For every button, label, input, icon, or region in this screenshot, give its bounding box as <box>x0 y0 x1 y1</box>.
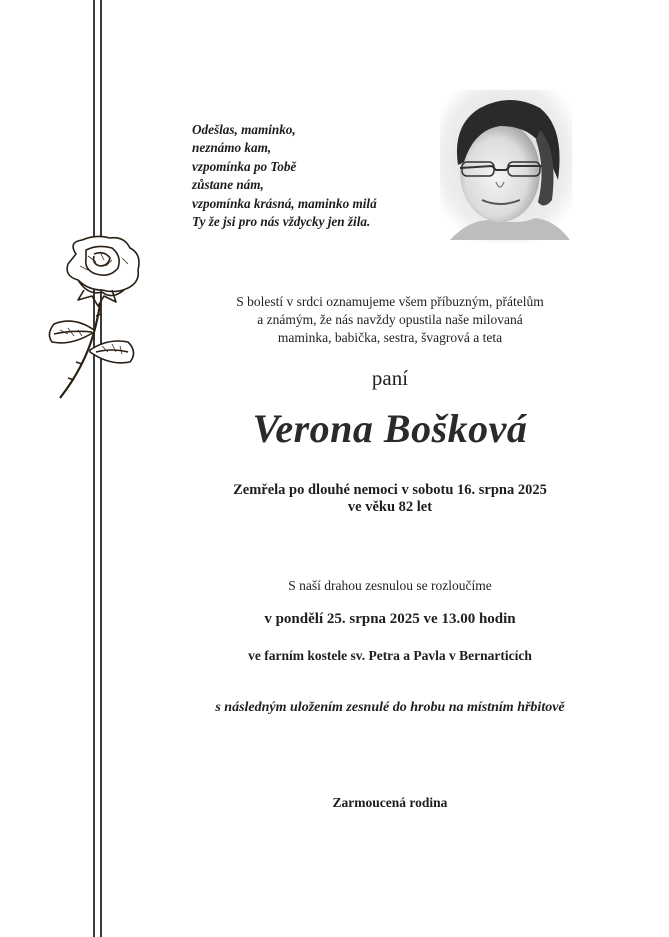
poem-line: vzpomínka krásná, maminko milá <box>192 195 377 211</box>
burial-info: s následným uložením zesnulé do hrobu na místním hřbitově <box>215 700 565 715</box>
border-line-left <box>93 0 95 937</box>
poem-line: Ty že jsi pro nás vždycky jen žila. <box>192 214 371 230</box>
poem-line: neznámo kam, <box>192 140 272 156</box>
border-line-right <box>100 0 102 937</box>
funeral-datetime: v pondělí 25. srpna 2025 ve 13.00 hodin <box>264 611 516 627</box>
poem-line: vzpomínka po Tobě <box>192 158 297 174</box>
poem <box>192 121 377 231</box>
portrait-photo <box>440 90 572 243</box>
title-honorific: paní <box>371 366 409 390</box>
announcement-line: maminka, babička, sestra, švagrová a teta <box>277 330 503 345</box>
announcement <box>120 293 660 347</box>
death-line: Zemřela po dlouhé nemoci v sobotu 16. srpna 2025 <box>233 482 547 498</box>
death-info <box>120 482 660 516</box>
deceased-name: Verona Bošková <box>252 406 528 451</box>
poem-line: Odešlas, maminko, <box>192 122 296 137</box>
poem-line: zůstane nám, <box>192 177 264 193</box>
funeral-place: ve farním kostele sv. Petra a Pavla v Bernarticích <box>248 648 532 663</box>
farewell-intro: S naší drahou zesnulou se rozloučíme <box>288 578 492 593</box>
signature: Zarmoucená rodina <box>332 795 448 810</box>
announcement-line: a známým, že nás navždy opustila naše milovaná <box>257 312 523 327</box>
announcement-line: S bolestí v srdci oznamujeme všem příbuzným, přátelům <box>236 294 544 309</box>
age-line: ve věku 82 let <box>347 499 433 515</box>
